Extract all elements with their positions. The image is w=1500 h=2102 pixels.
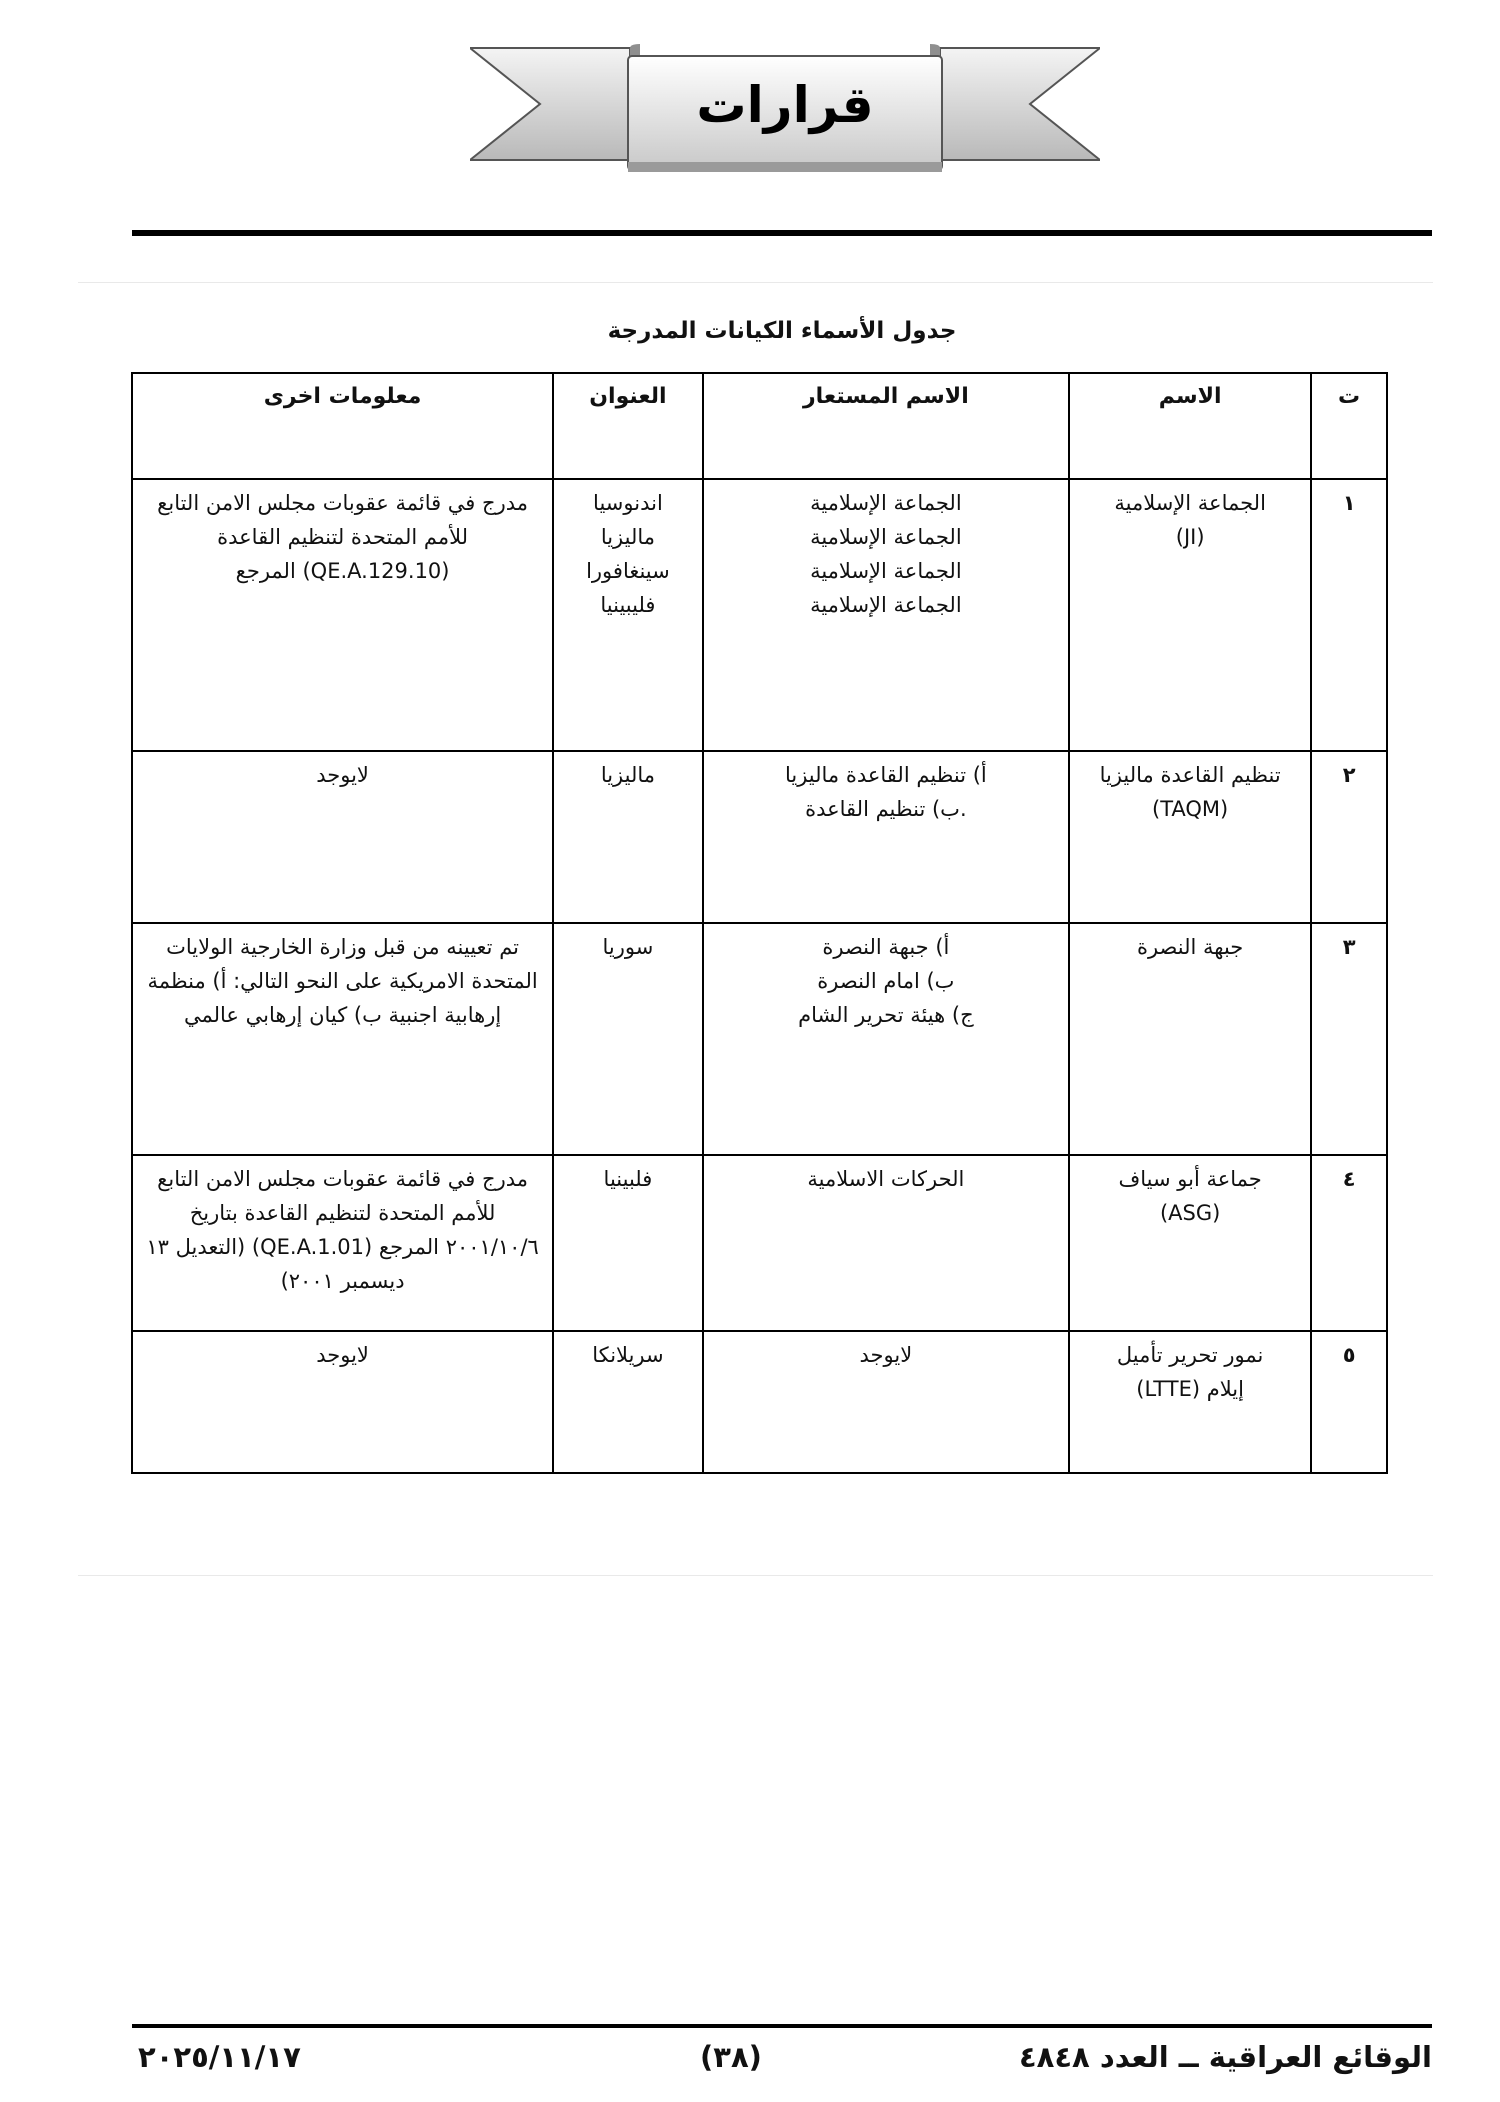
row-address: ماليزيا	[553, 751, 703, 923]
footer-date: ٢٠٢٥/١١/١٧	[138, 2040, 301, 2074]
row-num: ٥	[1311, 1331, 1387, 1473]
row-num: ١	[1311, 479, 1387, 751]
footer-rule	[132, 2024, 1432, 2028]
entities-table	[131, 372, 1388, 1474]
banner-title: قرارات	[696, 76, 874, 134]
header-num: ت	[1311, 373, 1387, 479]
row-num: ٢	[1311, 751, 1387, 923]
row-alias: أ) تنظيم القاعدة ماليزيا .ب) تنظيم القاعدة	[703, 751, 1069, 923]
table-row	[132, 923, 1387, 1155]
table-row	[132, 479, 1387, 751]
row-other-info: لايوجد	[132, 1331, 553, 1473]
row-address: فلبينيا	[553, 1155, 703, 1331]
page-banner	[470, 44, 1100, 184]
table-row	[132, 751, 1387, 923]
row-other-info: مدرج في قائمة عقوبات مجلس الامن التابع للأمم المتحدة لتنظيم القاعدة (QE.A.129.10) المرجع	[132, 479, 553, 751]
row-name: الجماعة الإسلامية (JI)	[1069, 479, 1311, 751]
row-name: جماعة أبو سياف (ASG)	[1069, 1155, 1311, 1331]
row-name: نمور تحرير تأميل إيلام (LTTE)	[1069, 1331, 1311, 1473]
header-address: العنوان	[553, 373, 703, 479]
header-other-info: معلومات اخرى	[132, 373, 553, 479]
footer-page-number: (٣٨)	[700, 2040, 762, 2074]
row-address: سريلانكا	[553, 1331, 703, 1473]
row-alias: الحركات الاسلامية	[703, 1155, 1069, 1331]
row-num: ٤	[1311, 1155, 1387, 1331]
row-other-info: لايوجد	[132, 751, 553, 923]
scan-edge-top	[78, 282, 1433, 283]
table-row	[132, 1331, 1387, 1473]
row-alias: الجماعة الإسلامية الجماعة الإسلامية الجماعة الإسلامية الجماعة الإسلامية	[703, 479, 1069, 751]
header-rule	[132, 230, 1432, 236]
row-address: سوريا	[553, 923, 703, 1155]
row-other-info: تم تعيينه من قبل وزارة الخارجية الولايات المتحدة الامريكية على النحو التالي: أ) منظمة إرهابية اجنبية ب) كيان إرهابي عالمي	[132, 923, 553, 1155]
header-name: الاسم	[1069, 373, 1311, 479]
table-caption: جدول الأسماء الكيانات المدرجة	[607, 318, 957, 344]
row-other-info: مدرج في قائمة عقوبات مجلس الامن التابع للأمم المتحدة لتنظيم القاعدة بتاريخ ٢٠٠١/١٠/٦ المرجع (QE.A.1.01) (التعديل ١٣ ديسمبر ٢٠٠١)	[132, 1155, 553, 1331]
table-row	[132, 1155, 1387, 1331]
footer-journal-issue: الوقائع العراقية ــ العدد ٤٨٤٨	[1018, 2040, 1432, 2074]
row-name: تنظيم القاعدة ماليزيا (TAQM)	[1069, 751, 1311, 923]
scan-edge-bottom	[78, 1575, 1433, 1576]
header-alias: الاسم المستعار	[703, 373, 1069, 479]
row-address: اندنوسيا ماليزيا سينغافورا فليبينيا	[553, 479, 703, 751]
row-name: جبهة النصرة	[1069, 923, 1311, 1155]
row-alias: لايوجد	[703, 1331, 1069, 1473]
row-num: ٣	[1311, 923, 1387, 1155]
table-header-row	[132, 373, 1387, 479]
row-alias: أ) جبهة النصرة ب) امام النصرة ج) هيئة تحرير الشام	[703, 923, 1069, 1155]
